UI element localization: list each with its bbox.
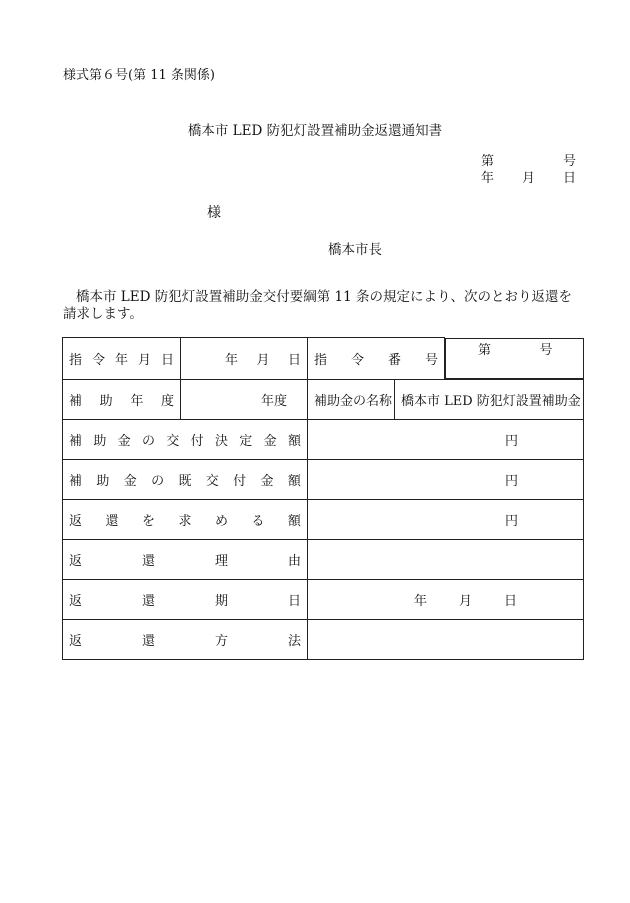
refund-reason-value: [308, 539, 584, 579]
paid-amount-label: 補 助 金 の 既 交 付 金 額: [63, 459, 308, 499]
date-day: 日: [562, 171, 576, 186]
order-number-label: 指 令 番 号: [308, 338, 445, 380]
refund-amount-label: 返 還 を 求 め る 額: [63, 499, 308, 539]
refund-reason-label: 返 還 理 由: [63, 539, 308, 579]
table-row: [63, 619, 584, 659]
table-row: [63, 419, 584, 459]
table-row: [63, 579, 584, 619]
table-row: [63, 379, 584, 419]
addressee-suffix: 様: [207, 205, 221, 221]
decided-amount-label: 補 助 金 の 交 付 決 定 金 額: [63, 419, 308, 459]
refund-details-table: [62, 337, 584, 660]
body-text: 橋本市 LED 防犯灯設置補助金交付要綱第 11 条の規定により、次のとおり返還を請求します。: [63, 289, 572, 322]
subsidy-name-label: 補助金の名称: [308, 379, 395, 419]
order-date-label: 指 令 年 月 日: [63, 338, 181, 380]
issuer: 橋本市長: [328, 242, 382, 258]
refund-method-label: 返 還 方 法: [63, 619, 308, 659]
refund-method-value: [308, 619, 584, 659]
document-date: [481, 167, 576, 186]
table-row: [63, 499, 584, 539]
table-row: [63, 539, 584, 579]
refund-due-date-label: 返 還 期 日: [63, 579, 308, 619]
date-month: 月: [521, 171, 535, 186]
paid-amount-value: 円: [308, 459, 584, 499]
document-title: 橋本市 LED 防犯灯設置補助金返還通知書: [187, 123, 443, 139]
table-row: [63, 338, 584, 380]
order-date-value: 年 月 日: [181, 338, 308, 380]
order-number-value: 第 号: [445, 338, 584, 379]
refund-amount-value: 円: [308, 499, 584, 539]
fiscal-year-value: 年度: [181, 379, 308, 419]
fiscal-year-label: 補 助 年 度: [63, 379, 181, 419]
decided-amount-value: 円: [308, 419, 584, 459]
number-prefix: 第: [481, 154, 495, 169]
date-year: 年: [481, 171, 495, 186]
table-row: [63, 459, 584, 499]
number-suffix: 号: [562, 154, 576, 169]
refund-due-date-value: 年 月 日: [308, 579, 584, 619]
subsidy-name-value: 橋本市 LED 防犯灯設置補助金: [395, 379, 584, 419]
form-label: 様式第６号(第 11 条関係): [63, 68, 215, 83]
